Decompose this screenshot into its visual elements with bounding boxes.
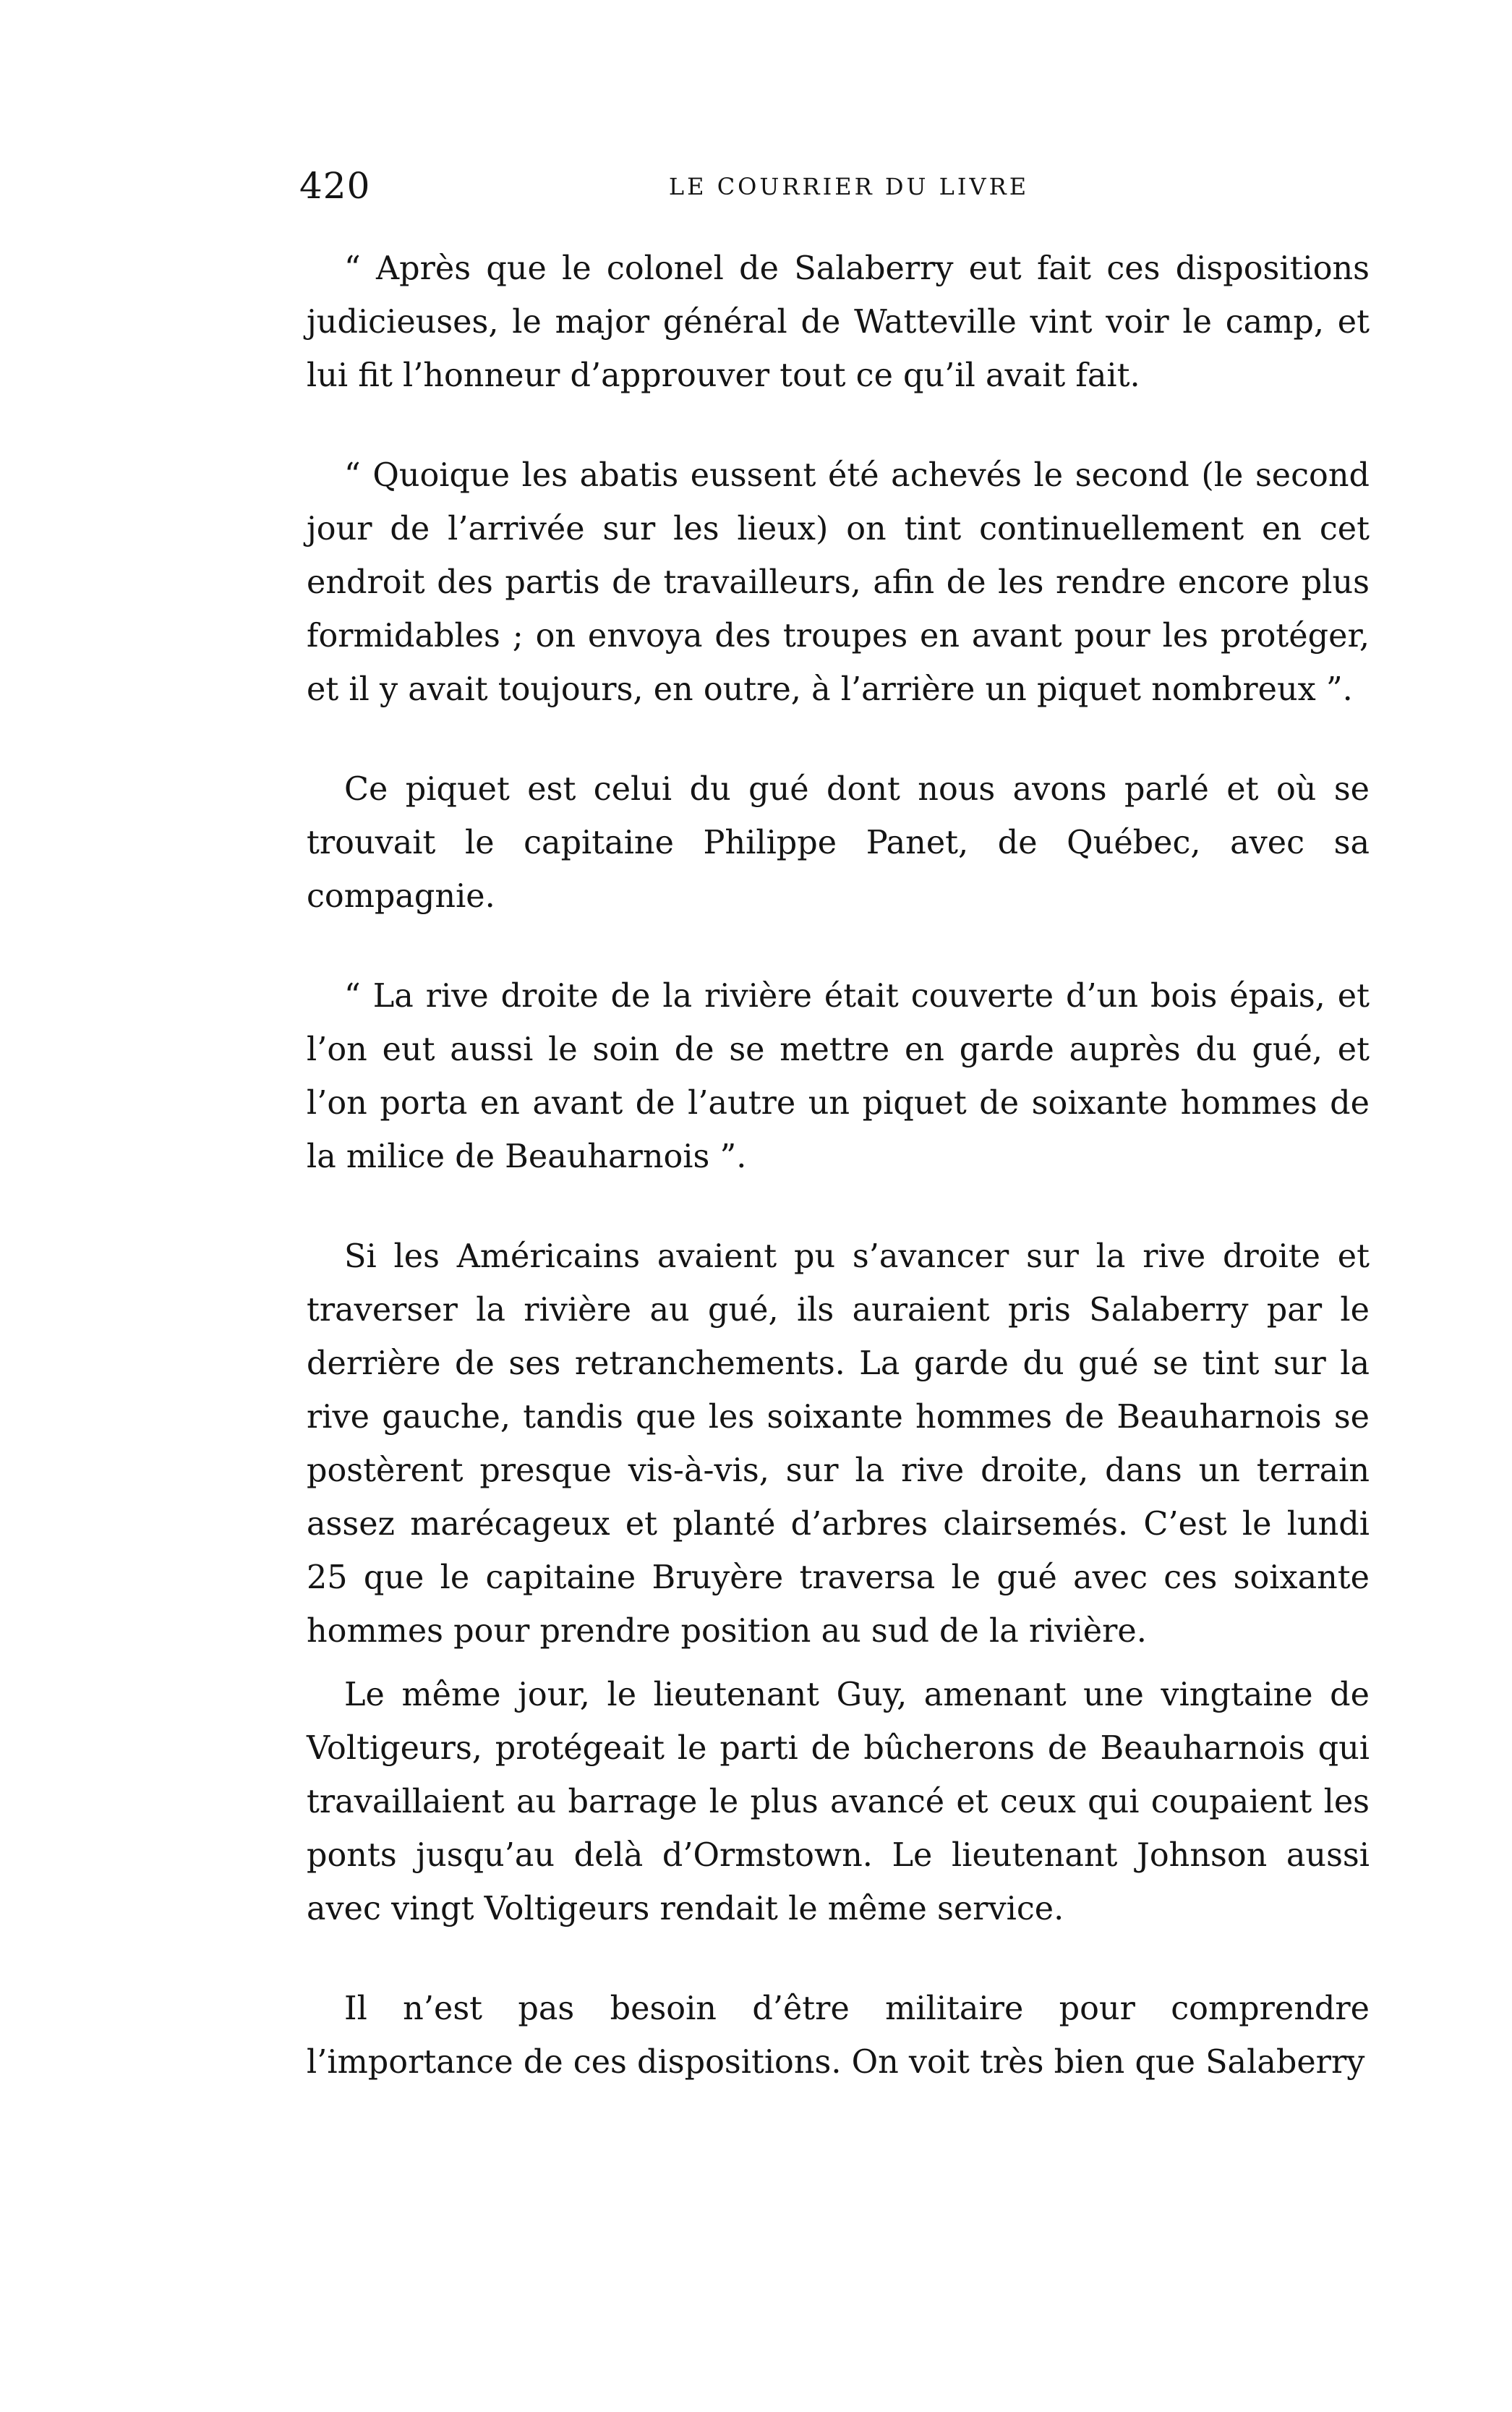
page-body	[307, 242, 1370, 2089]
paragraph-3: Ce piquet est celui du gué dont nous avons parlé et où se trouvait le capitaine Philippe Panet, de Québec, avec sa compagnie.	[307, 771, 1370, 915]
paragraph-1: “ Après que le colonel de Salaberry eut fait ces dispositions judicieuses, le major général de Watteville vint voir le camp, et lui fit l’honneur d’approuver tout ce qu’il avait fait.	[307, 250, 1370, 394]
paragraph-7: Il n’est pas besoin d’être militaire pour comprendre l’importance de ces dispositions. On voit très bien que Salaberry	[307, 1990, 1370, 2081]
paragraph-2: “ Quoique les abatis eussent été achevés le second (le second jour de l’arrivée sur les lieux) on tint continuellement en cet endroit des partis de travailleurs, afin de les rendre encore plus formidables ; on envoya des troupes en avant pour les protéger, et il y avait toujours, en outre, à l’arrière un piquet nombreux ”.	[307, 457, 1370, 708]
paragraph-5: Si les Américains avaient pu s’avancer sur la rive droite et traverser la rivière au gué, ils auraient pris Salaberry par le derrière de ses retranchements. La garde du gué se tint sur la rive gauche, tandis que les soixante hommes de Beauharnois se postèrent presque vis-à-vis, sur la rive droite, dans un terrain assez marécageux et planté d’arbres clairsemés. C’est le lundi 25 que le capitaine Bruyère traversa le gué avec ces soixante hommes pour prendre position au sud de la rivière.	[307, 1238, 1370, 1650]
running-title: LE COURRIER DU LIVRE	[668, 173, 1030, 200]
paragraph-4: “ La rive droite de la rivière était couverte d’un bois épais, et l’on eut aussi le soin de se mettre en garde auprès du gué, et l’on porta en avant de l’autre un piquet de soixante hommes de la milice de Beauharnois ”.	[307, 978, 1370, 1175]
page-number: 420	[299, 165, 371, 207]
page-header	[299, 161, 1370, 211]
paragraph-6: Le même jour, le lieutenant Guy, amenant une vingtaine de Voltigeurs, protégeait le parti de bûcherons de Beauharnois qui travaillaient au barrage le plus avancé et ceux qui coupaient les ponts jusqu’au delà d’Ormstown. Le lieutenant Johnson aussi avec vingt Voltigeurs rendait le même service.	[307, 1676, 1370, 1927]
